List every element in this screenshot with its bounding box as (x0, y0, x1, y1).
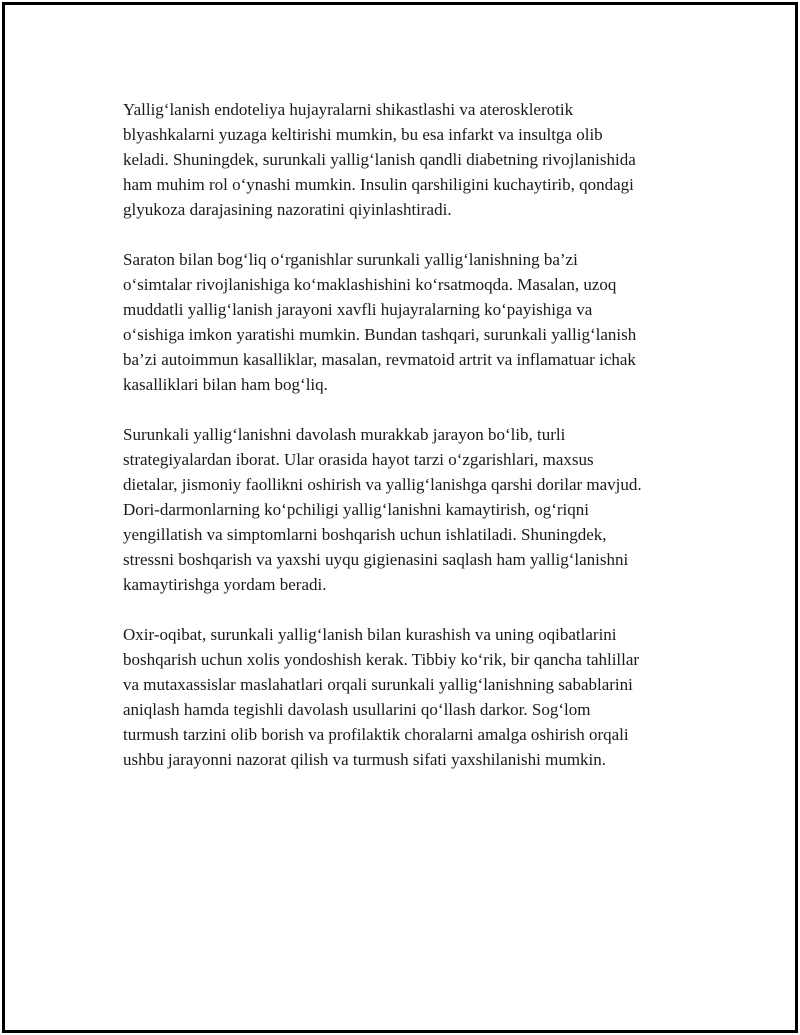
text-line: va mutaxassislar maslahatlari orqali surunkali yallig‘lanishning sabablarini (123, 675, 633, 694)
text-line: turmush tarzini olib borish va profilaktik choralarni amalga oshirish orqali (123, 725, 629, 744)
paragraph-1 (123, 97, 698, 222)
text-line: dietalar, jismoniy faollikni oshirish va yallig‘lanishga qarshi dorilar mavjud. (123, 475, 642, 494)
text-line: aniqlash hamda tegishli davolash usullarini qo‘llash darkor. Sog‘lom (123, 700, 591, 719)
text-line: Oxir-oqibat, surunkali yallig‘lanish bilan kurashish va uning oqibatlarini (123, 625, 617, 644)
text-line: Surunkali yallig‘lanishni davolash murakkab jarayon bo‘lib, turli (123, 425, 566, 444)
text-line: muddatli yallig‘lanish jarayoni xavfli hujayralarning ko‘payishiga va (123, 300, 593, 319)
text-line: yengillatish va simptomlarni boshqarish uchun ishlatiladi. Shuningdek, (123, 525, 607, 544)
paragraph-3 (123, 422, 698, 597)
page-frame (2, 2, 798, 1033)
document-body (123, 97, 698, 797)
text-line: strategiyalardan iborat. Ular orasida hayot tarzi o‘zgarishlari, maxsus (123, 450, 594, 469)
text-line: glyukoza darajasining nazoratini qiyinlashtiradi. (123, 200, 452, 219)
paragraph-4 (123, 622, 698, 772)
text-line: kasalliklari bilan ham bog‘liq. (123, 375, 328, 394)
text-line: kamaytirishga yordam beradi. (123, 575, 327, 594)
text-line: Saraton bilan bog‘liq o‘rganishlar surunkali yallig‘lanishning ba’zi (123, 250, 578, 269)
text-line: keladi. Shuningdek, surunkali yallig‘lanish qandli diabetning rivojlanishida (123, 150, 636, 169)
paragraph-2 (123, 247, 698, 397)
text-line: blyashkalarni yuzaga keltirishi mumkin, bu esa infarkt va insultga olib (123, 125, 603, 144)
text-line: stressni boshqarish va yaxshi uyqu gigienasini saqlash ham yallig‘lanishni (123, 550, 629, 569)
text-line: o‘simtalar rivojlanishiga ko‘maklashishini ko‘rsatmoqda. Masalan, uzoq (123, 275, 617, 294)
text-line: ushbu jarayonni nazorat qilish va turmush sifati yaxshilanishi mumkin. (123, 750, 607, 769)
text-line: Yallig‘lanish endoteliya hujayralarni shikastlashi va aterosklerotik (123, 100, 574, 119)
text-line: o‘sishiga imkon yaratishi mumkin. Bundan tashqari, surunkali yallig‘lanish (123, 325, 637, 344)
text-line: ba’zi autoimmun kasalliklar, masalan, revmatoid artrit va inflamatuar ichak (123, 350, 636, 369)
text-line: boshqarish uchun xolis yondoshish kerak. Tibbiy ko‘rik, bir qancha tahlillar (123, 650, 640, 669)
text-line: Dori-darmonlarning ko‘pchiligi yallig‘lanishni kamaytirish, og‘riqni (123, 500, 589, 519)
text-line: ham muhim rol o‘ynashi mumkin. Insulin qarshiligini kuchaytirib, qondagi (123, 175, 634, 194)
